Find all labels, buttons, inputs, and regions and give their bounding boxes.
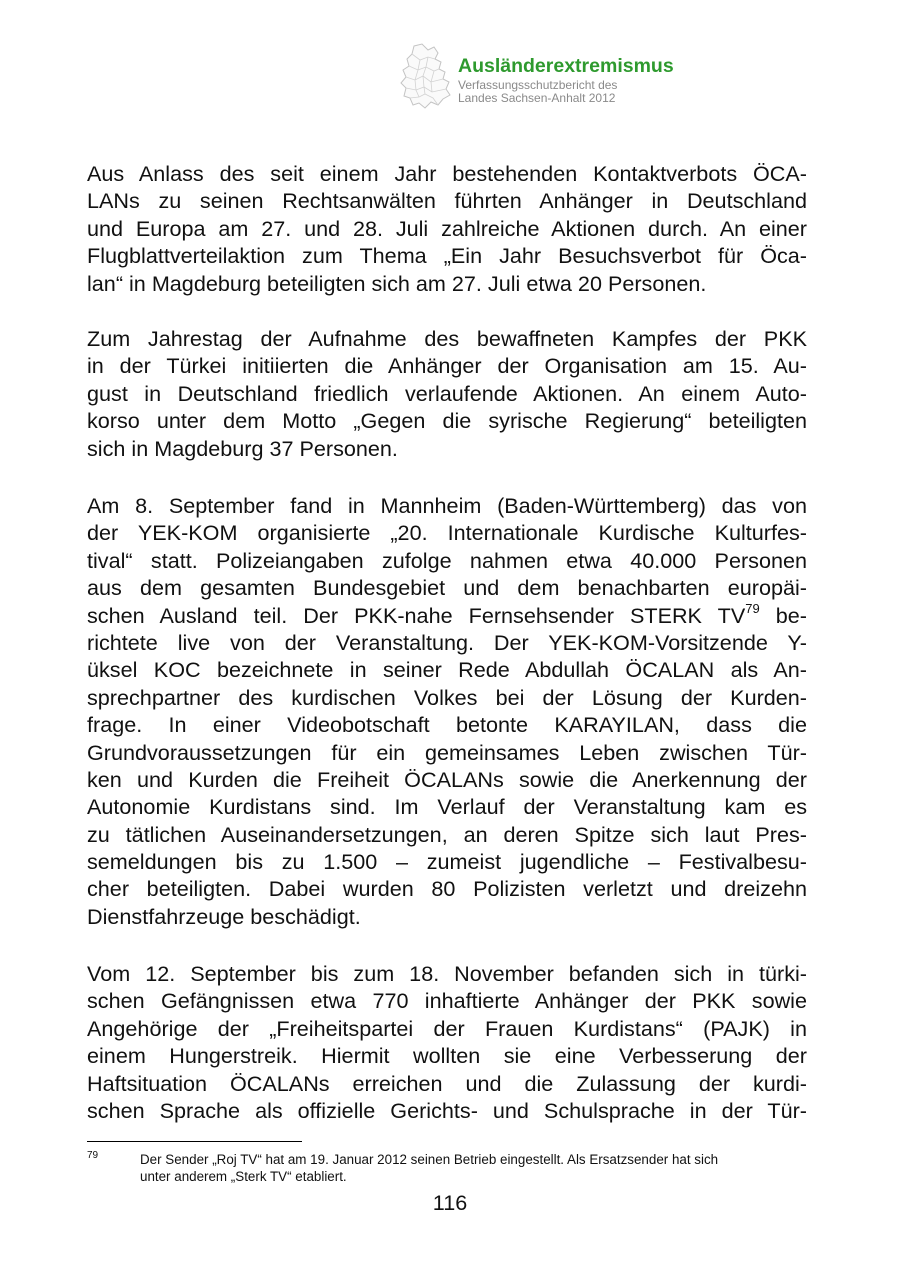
header-title: Ausländerextremismus (458, 55, 674, 77)
footnote-line: Der Sender „Roj TV“ hat am 19. Januar 2012 seinen Betrieb eingestellt. Als Ersatzsender hat sich (140, 1152, 719, 1167)
header-subtitle-line2: Landes Sachsen-Anhalt 2012 (458, 91, 616, 105)
text-line: lan“ in Magdeburg beteiligten sich am 27. Juli etwa 20 Personen. (87, 270, 707, 296)
text-line: schen Sprache als offizielle Gerichts- und Schulsprache in der Tür- (87, 1097, 807, 1123)
text-line: üksel KOC bezeichnete in seiner Rede Abdullah ÖCALAN als An- (87, 657, 807, 683)
text-line: richtete live von der Veranstaltung. Der YEK-KOM-Vorsitzende Y- (87, 629, 807, 655)
text-line: Angehörige der „Freiheitspartei der Frauen Kurdistans“ (PAJK) in (87, 1015, 807, 1041)
page-number: 116 (432, 1190, 468, 1215)
text-line: und Europa am 27. und 28. Juli zahlreiche Aktionen durch. An einer (87, 215, 807, 241)
text-line: Am 8. September fand in Mannheim (Baden-Württemberg) das von (87, 493, 807, 518)
text-line: Aus Anlass des seit einem Jahr bestehenden Kontaktverbots ÖCA- (87, 161, 807, 186)
text-segment: be- (759, 602, 808, 628)
text-line: Zum Jahrestag der Aufnahme des bewaffneten Kampfes der PKK (87, 326, 807, 351)
text-line: semeldungen bis zu 1.500 – zumeist jugendliche – Festivalbesu- (87, 849, 807, 875)
footnote-reference[interactable]: 79 (745, 600, 760, 616)
text-line: schen Gefängnissen etwa 770 inhaftierte Anhänger der PKK sowie (87, 988, 807, 1014)
text-line: gust in Deutschland friedlich verlaufende Aktionen. An einem Auto- (87, 380, 807, 406)
text-line: Dienstfahrzeuge beschädigt. (87, 903, 361, 929)
text-line: in der Türkei initiierten die Anhänger der Organisation am 15. Au- (87, 353, 807, 379)
saxony-anhalt-map-icon (398, 42, 456, 112)
footnote-text (140, 1151, 807, 1185)
text-line-with-footnote (87, 602, 807, 629)
text-line: Grundvoraussetzungen für ein gemeinsames Leben zwischen Tür- (87, 739, 807, 765)
text-line: Flugblattverteilaktion zum Thema „Ein Jahr Besuchsverbot für Öca- (87, 243, 807, 269)
text-line: einem Hungerstreik. Hiermit wollten sie eine Verbesserung der (87, 1043, 807, 1069)
text-line: zu tätlichen Auseinandersetzungen, an deren Spitze sich laut Pres- (87, 821, 807, 847)
paragraph-4 (87, 960, 807, 1124)
footnote-number: 79 (87, 1150, 99, 1161)
text-line: sprechpartner des kurdischen Volkes bei der Lösung der Kurden- (87, 684, 807, 710)
text-line: Autonomie Kurdistans sind. Im Verlauf der Veranstaltung kam es (87, 794, 807, 820)
footnote-line: unter anderem „Sterk TV“ etabliert. (140, 1169, 347, 1184)
text-line: Vom 12. September bis zum 18. November befanden sich in türki- (87, 961, 807, 986)
paragraph-2 (87, 325, 807, 462)
text-line: aus dem gesamten Bundesgebiet und dem benachbarten europäi- (87, 575, 807, 601)
text-line: tival“ statt. Polizeiangaben zufolge nahmen etwa 40.000 Personen (87, 547, 807, 573)
text-segment: schen Ausland teil. Der PKK-nahe Fernsehsender STERK TV (87, 602, 746, 628)
text-line: cher beteiligten. Dabei wurden 80 Polizisten verletzt und dreizehn (87, 876, 807, 902)
paragraph-3 (87, 492, 807, 930)
header-subtitle-line1: Verfassungsschutzbericht des (458, 78, 618, 92)
text-line: ken und Kurden die Freiheit ÖCALANs sowie die Anerkennung der (87, 766, 807, 792)
text-line: frage. In einer Videobotschaft betonte KARAYILAN, dass die (87, 712, 807, 738)
text-line: Haftsituation ÖCALANs erreichen und die Zulassung der kurdi- (87, 1070, 807, 1096)
text-line: korso unter dem Motto „Gegen die syrische Regierung“ beteiligten (87, 408, 807, 434)
page-header (398, 42, 718, 114)
text-line: sich in Magdeburg 37 Personen. (87, 435, 398, 461)
text-line: der YEK-KOM organisierte „20. Internationale Kurdische Kulturfes- (87, 520, 807, 546)
text-line: LANs zu seinen Rechtsanwälten führten Anhänger in Deutschland (87, 188, 807, 214)
paragraph-1 (87, 160, 807, 297)
footnote-divider (87, 1141, 302, 1142)
